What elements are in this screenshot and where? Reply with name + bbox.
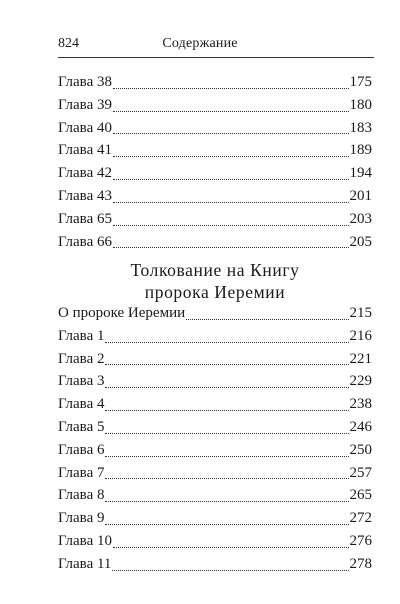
toc-entry [58,185,372,208]
header-rule [58,57,374,58]
dot-leader [113,111,349,112]
toc-entry-label: Глава 2 [58,350,105,367]
toc-entry [58,208,372,231]
dot-leader [113,202,349,203]
toc-entry [58,94,372,117]
toc-entry [58,530,372,553]
toc-entry-label: Глава 39 [58,96,112,113]
toc-entry-page: 276 [349,532,372,549]
toc-entry [58,462,372,485]
toc-list-bottom [58,302,372,576]
toc-entry-label: Глава 3 [58,373,105,390]
toc-entry-label: Глава 7 [58,464,105,481]
toc-entry-page: 201 [349,187,372,204]
toc-entry-label: Глава 8 [58,487,105,504]
toc-entry-page: 183 [349,119,372,136]
toc-entry-page: 272 [349,510,372,527]
toc-entry-page: 229 [349,373,372,390]
toc-entry [58,231,372,254]
toc-entry-page: 180 [349,96,372,113]
dot-leader [105,410,348,411]
dot-leader [113,247,349,248]
dot-leader [105,456,348,457]
toc-entry [58,507,372,530]
running-header [58,36,342,56]
toc-entry-label: Глава 38 [58,74,112,90]
toc-entry [58,439,372,462]
toc-entry-label: Глава 9 [58,510,105,527]
toc-entry-label: Глава 42 [58,165,112,182]
toc-entry [58,553,372,576]
dot-leader [113,225,349,226]
dot-leader [113,88,349,89]
dot-leader [105,387,348,388]
toc-entry-label: Глава 4 [58,396,105,413]
dot-leader [105,342,348,343]
toc-entry [58,162,372,185]
section-heading-line-1: Толкование на Книгу [130,260,300,280]
toc-entry-label: Глава 1 [58,327,105,344]
dot-leader [105,364,348,365]
toc-entry [58,348,372,371]
toc-entry-page: 265 [349,487,372,504]
dot-leader [113,133,349,134]
toc-entry-page: 246 [349,418,372,435]
toc-entry-page: 238 [349,396,372,413]
dot-leader [105,433,348,434]
toc-entry-label: Глава 5 [58,418,105,435]
dot-leader [112,570,348,571]
toc-entry-page: 205 [349,233,372,250]
toc-entry-label: Глава 10 [58,532,112,549]
toc-entry [58,325,372,348]
dot-leader [105,478,348,479]
section-heading [58,259,372,303]
toc-entry [58,302,372,325]
toc-entry-page: 215 [349,305,372,321]
toc-entry-label: Глава 40 [58,119,112,136]
toc-entry [58,393,372,416]
toc-entry-label: Глава 66 [58,233,112,250]
section-heading-line-2: пророка Иеремии [144,282,286,302]
toc-entry [58,71,372,94]
toc-entry-page: 250 [349,441,372,458]
page-number: 824 [58,36,79,51]
toc-entry-page: 216 [349,327,372,344]
toc-entry-page: 194 [349,165,372,182]
toc-entry-page: 203 [349,210,372,227]
toc-entry [58,117,372,140]
dot-leader [113,179,349,180]
dot-leader [105,501,348,502]
toc-entry-label: О пророке Иеремии [58,305,186,321]
dot-leader [113,547,349,548]
running-title: Содержание [162,36,238,51]
toc-entry [58,139,372,162]
toc-entry-page: 221 [349,350,372,367]
dot-leader [113,156,349,157]
toc-entry-label: Глава 6 [58,441,105,458]
toc-entry [58,484,372,507]
toc-entry-label: Глава 43 [58,187,112,204]
toc-entry-label: Глава 65 [58,210,112,227]
toc-list-top [58,71,372,253]
toc-entry-page: 175 [349,74,372,90]
dot-leader [186,319,348,320]
toc-entry-label: Глава 41 [58,142,112,159]
toc-entry-page: 257 [349,464,372,481]
toc-entry-label: Глава 11 [58,555,112,572]
dot-leader [105,524,348,525]
toc-entry-page: 278 [349,555,372,572]
toc-entry-page: 189 [349,142,372,159]
toc-entry [58,416,372,439]
toc-entry [58,370,372,393]
